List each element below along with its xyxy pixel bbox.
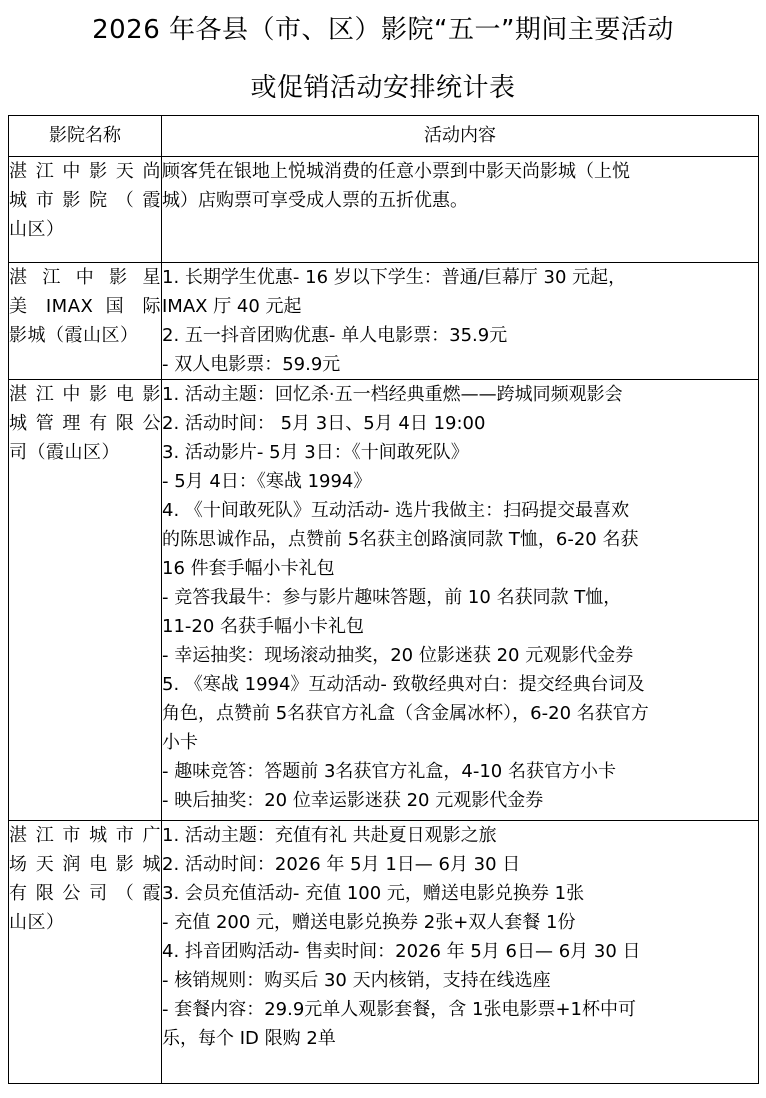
content-line: 城）店购票可享受成人票的五折优惠。 (162, 190, 468, 211)
cinema-name-line: 城管理有限公 (9, 413, 161, 434)
content-line: - 映后抽奖：20 位幸运影迷获 20 元观影代金券 (162, 790, 544, 811)
cinema-name-line: 影城（霞山区） (9, 325, 139, 346)
content-line: 1. 活动主题：充值有礼 共赴夏日观影之旅 (162, 825, 497, 846)
content-line: 3. 会员充值活动- 充值 100 元，赠送电影兑换券 1张 (162, 883, 585, 904)
content-line: - 竞答我最牛：参与影片趣味答题，前 10 名获同款 T恤， (162, 587, 622, 608)
table-row (9, 157, 759, 263)
cinema-name-line: 美 IMAX 国 际 (9, 296, 161, 317)
cinema-name-line: 湛江中影电影 (9, 384, 161, 405)
table-header-row (9, 116, 759, 157)
document-title-line-1: 2026 年各县（市、区）影院“五一”期间主要活动 (92, 15, 674, 45)
cinema-name-cell (9, 157, 162, 263)
document-title-line-2: 或促销活动安排统计表 (250, 73, 516, 103)
activity-table (8, 115, 759, 1084)
header-cinema-name: 影院名称 (9, 116, 162, 157)
table-row (9, 263, 759, 380)
cinema-name-line: 湛江中影天尚 (9, 161, 161, 182)
content-line: 5. 《寒战 1994》互动活动- 致敬经典对白：提交经典台词及 (162, 674, 645, 695)
cinema-name-cell (9, 821, 162, 1084)
content-line: 角色，点赞前 5名获官方礼盒（含金属冰杯），6-20 名获官方 (162, 703, 649, 724)
content-line: IMAX 厅 40 元起 (162, 296, 302, 317)
content-line: 16 件套手幅小卡礼包 (162, 558, 335, 579)
content-line: - 5月 4日：《寒战 1994》 (162, 471, 372, 492)
content-line: 顾客凭在银地上悦城消费的任意小票到中影天尚影城（上悦 (162, 161, 630, 182)
content-line: 的陈思诚作品，点赞前 5名获主创路演同款 T恤，6-20 名获 (162, 529, 639, 550)
content-line: - 套餐内容：29.9元单人观影套餐，含 1张电影票+1杯中可 (162, 999, 637, 1020)
activity-content-cell (162, 821, 759, 1084)
header-activity-content: 活动内容 (162, 116, 759, 157)
cinema-name-line: 湛 江 中 影 星 (9, 267, 161, 288)
content-line: 4. 抖音团购活动- 售卖时间：2026 年 5月 6日— 6月 30 日 (162, 941, 641, 962)
cinema-name-cell (9, 380, 162, 821)
content-line: - 核销规则：购买后 30 天内核销，支持在线选座 (162, 970, 551, 991)
content-line: 3. 活动影片- 5月 3日：《十间敢死队》 (162, 442, 469, 463)
table-row (9, 821, 759, 1084)
activity-content-cell (162, 380, 759, 821)
cinema-name-cell (9, 263, 162, 380)
content-line: 乐，每个 ID 限购 2单 (162, 1028, 336, 1049)
activity-content-cell (162, 263, 759, 380)
cinema-name-line: 有限公司（霞 (9, 883, 161, 904)
content-line: 小卡 (162, 732, 198, 753)
cinema-name-line: 山区） (9, 219, 65, 240)
cinema-name-line: 城市影院（霞 (9, 190, 161, 211)
activity-content-cell (162, 157, 759, 263)
content-line: 2. 五一抖音团购优惠- 单人电影票：35.9元 (162, 325, 508, 346)
content-line: 1. 长期学生优惠- 16 岁以下学生：普通/巨幕厅 30 元起， (162, 267, 627, 288)
cinema-name-line: 司（霞山区） (9, 442, 120, 463)
content-line: - 幸运抽奖：现场滚动抽奖，20 位影迷获 20 元观影代金券 (162, 645, 634, 666)
content-line: 4. 《十间敢死队》互动活动- 选片我做主：扫码提交最喜欢 (162, 500, 630, 521)
content-line: 11-20 名获手幅小卡礼包 (162, 616, 365, 637)
content-line: - 趣味竞答：答题前 3名获官方礼盒，4-10 名获官方小卡 (162, 761, 616, 782)
cinema-name-line: 湛江市城市广 (9, 825, 161, 846)
cinema-name-line: 山区） (9, 912, 65, 933)
content-line: 2. 活动时间： 5月 3日、5月 4日 19:00 (162, 413, 486, 434)
table-row (9, 380, 759, 821)
cinema-name-line: 场天润电影城 (9, 854, 161, 875)
content-line: 2. 活动时间：2026 年 5月 1日— 6月 30 日 (162, 854, 521, 875)
content-line: - 充值 200 元，赠送电影兑换券 2张+双人套餐 1份 (162, 912, 576, 933)
content-line: - 双人电影票：59.9元 (162, 354, 341, 375)
content-line: 1. 活动主题：回忆杀·五一档经典重燃——跨城同频观影会 (162, 384, 623, 405)
